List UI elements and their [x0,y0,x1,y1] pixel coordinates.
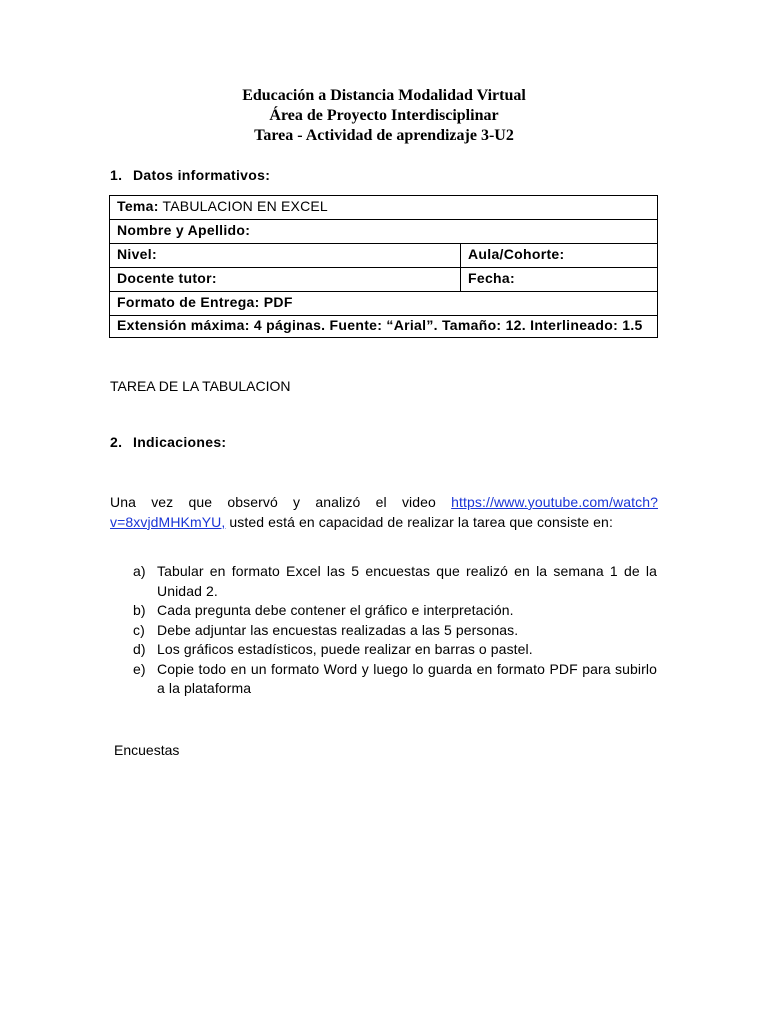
document-header [0,86,768,146]
section-1-title: Datos informativos: [133,167,271,183]
formato-label: Formato de Entrega: PDF [117,294,293,310]
nombre-label: Nombre y Apellido: [117,222,251,238]
nivel-label: Nivel: [117,246,157,262]
list-item-marker: c) [133,621,145,638]
extension-cell [110,316,658,338]
aula-cell [461,244,658,268]
intro-paragraph [110,493,658,532]
list-item-marker: b) [133,602,146,618]
table-row [110,268,658,292]
extension-label: Extensión máxima: 4 páginas. Fuente: “Arial”. Tamaño: 12. Interlineado: 1.5 [117,317,643,333]
intro-text-after: usted está en capacidad de realizar la tarea que consiste en: [225,513,613,530]
tema-value: TABULACION EN EXCEL [158,198,328,214]
list-item-text: Debe adjuntar las encuestas realizadas a las 5 personas. [157,621,519,638]
fecha-label: Fecha: [468,270,515,286]
list-item [133,601,657,621]
header-line-2: Área de Proyecto Interdisciplinar [269,107,499,124]
section-2-number: 2. [110,434,123,450]
tema-cell [110,196,658,220]
section-2-title: Indicaciones: [133,434,227,450]
fecha-cell [461,268,658,292]
task-list [133,562,657,699]
list-item-text: Tabular en formato Excel las 5 encuestas que realizó en la semana 1 de la Unidad 2. [157,563,657,599]
section-2-heading [110,434,226,450]
list-item-text: Copie todo en un formato Word y luego lo guarda en formato PDF para subirlo a la plataforma [157,660,657,696]
list-item-marker: d) [133,641,146,657]
list-item [133,562,657,601]
list-item-marker: e) [133,660,146,677]
table-row [110,316,658,338]
list-item [133,660,657,699]
info-table [109,195,658,338]
intro-text-before: Una vez que observó y analizó el video [110,494,452,510]
formato-cell [110,292,658,316]
table-row [110,244,658,268]
list-item [133,621,657,641]
nombre-cell [110,220,658,244]
nivel-cell [110,244,461,268]
list-item [133,640,657,660]
tema-label: Tema: [117,198,159,214]
table-row [110,292,658,316]
table-row [110,220,658,244]
table-row [110,196,658,220]
encuestas-label: Encuestas [114,742,180,758]
docente-cell [110,268,461,292]
header-line-1: Educación a Distancia Modalidad Virtual [242,87,526,104]
section-1-heading [110,167,270,183]
docente-label: Docente tutor: [117,270,217,286]
list-item-marker: a) [133,563,146,579]
section-1-number: 1. [110,167,123,183]
list-item-text: Cada pregunta debe contener el gráfico e interpretación. [157,602,514,618]
aula-label: Aula/Cohorte: [468,246,565,262]
tarea-title: TAREA DE LA TABULACION [110,378,291,394]
list-item-text: Los gráficos estadísticos, puede realizar en barras o pastel. [157,641,533,657]
video-link[interactable]: https://www.youtube.com/watch?v=8xvjdMHKmYU, [110,494,658,530]
header-line-3: Tarea - Actividad de aprendizaje 3-U2 [254,127,514,144]
